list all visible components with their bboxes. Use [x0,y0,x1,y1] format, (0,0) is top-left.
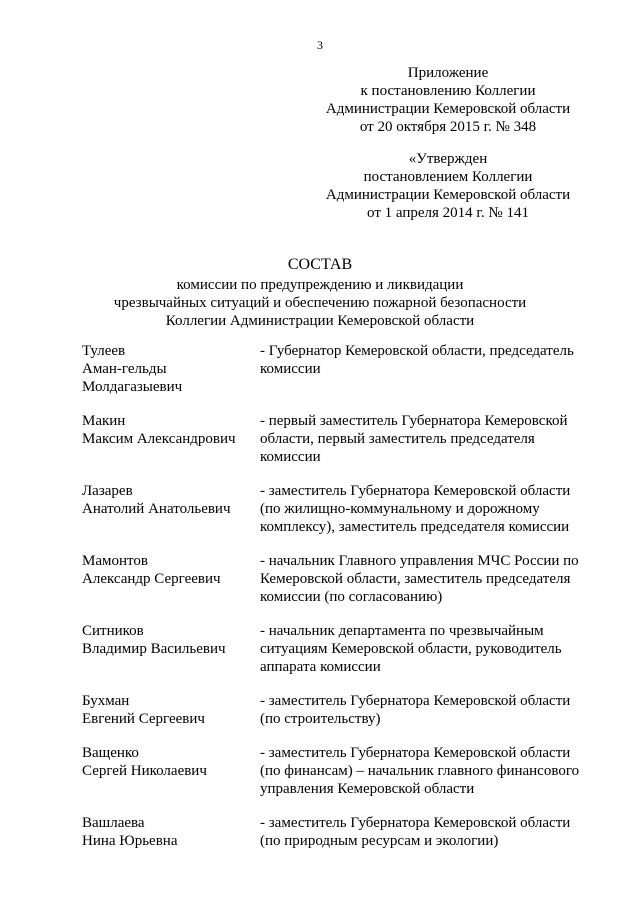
member-row [82,692,602,728]
member-role-line: (по жилищно-коммунальному и дорожному [260,501,540,517]
member-role-line: комиссии [260,449,321,465]
member-name [82,412,260,466]
member-row [82,552,602,606]
member-name-line: Александр Сергеевич [82,571,221,587]
appendix-line: к постановлению Коллегии [360,83,536,99]
member-name-line: Максим Александрович [82,431,236,447]
member-role-line: - Губернатор Кемеровской области, председатель [260,343,574,359]
approved-block [308,150,588,222]
member-name-line: Аман-гельды [82,361,167,377]
members-list [82,342,602,866]
member-name-line: Лазарев [82,483,133,499]
appendix-block [308,64,588,136]
member-name-line: Ситников [82,623,144,639]
member-name-line: Нина Юрьевна [82,833,178,849]
member-role [260,482,590,536]
member-role [260,342,590,396]
member-row [82,744,602,798]
member-role-line: аппарата комиссии [260,659,381,675]
member-name-line: Мамонтов [82,553,148,569]
member-role-line: - заместитель Губернатора Кемеровской области [260,745,571,761]
document-heading [0,256,640,330]
member-row [82,482,602,536]
member-role-line: ситуациям Кемеровской области, руководитель [260,641,562,657]
member-name [82,744,260,798]
member-name [82,814,260,850]
member-role-line: - начальник департамента по чрезвычайным [260,623,544,639]
appendix-line: от 20 октября 2015 г. № 348 [359,119,537,135]
member-name-line: Владимир Васильевич [82,641,226,657]
member-role-line: - начальник Главного управления МЧС России по [260,553,579,569]
member-row [82,814,602,850]
member-role [260,412,590,466]
member-role-line: комплексу), заместитель председателя комиссии [260,519,570,535]
member-role [260,552,590,606]
approved-line: «Утвержден [408,151,488,167]
member-role-line: - заместитель Губернатора Кемеровской области [260,815,571,831]
member-name [82,622,260,676]
member-role [260,814,590,850]
member-role-line: комиссии [260,361,321,377]
member-role-line: - заместитель Губернатора Кемеровской области [260,693,571,709]
member-name [82,552,260,606]
member-name-line: Вашлаева [82,815,145,831]
member-role-line: - заместитель Губернатора Кемеровской области [260,483,571,499]
member-name [82,482,260,536]
member-role [260,622,590,676]
approved-line: от 1 апреля 2014 г. № 141 [367,205,529,221]
member-name-line: Сергей Николаевич [82,763,207,779]
member-role-line: области, первый заместитель председателя [260,431,535,447]
heading-title: СОСТАВ [287,256,353,273]
member-name-line: Тулеев [82,343,126,359]
member-role-line: (по природным ресурсам и экологии) [260,833,499,849]
appendix-line: Приложение [407,65,489,81]
member-row [82,622,602,676]
member-role-line: Кемеровской области, заместитель председателя [260,571,571,587]
member-role-line: (по строительству) [260,711,381,727]
member-row [82,342,602,396]
member-role-line: - первый заместитель Губернатора Кемеровской [260,413,568,429]
member-role-line: управления Кемеровской области [260,781,475,797]
heading-line: Коллегии Администрации Кемеровской области [165,313,475,329]
member-name [82,692,260,728]
member-role [260,744,590,798]
heading-line: чрезвычайных ситуаций и обеспечению пожарной безопасности [113,295,527,311]
member-name-line: Молдагазыевич [82,379,183,395]
member-name-line: Бухман [82,693,130,709]
approved-line: постановлением Коллегии [363,169,533,185]
member-row [82,412,602,466]
member-name-line: Ващенко [82,745,139,761]
heading-line: комиссии по предупреждению и ликвидации [176,277,464,293]
member-name-line: Макин [82,413,126,429]
member-role-line: комиссии (по согласованию) [260,589,443,605]
member-name-line: Евгений Сергеевич [82,711,205,727]
member-role-line: (по финансам) – начальник главного финансового [260,763,580,779]
page-number: 3 [317,38,323,52]
member-name-line: Анатолий Анатольевич [82,501,231,517]
member-role [260,692,590,728]
approved-line: Администрации Кемеровской области [325,187,571,203]
appendix-line: Администрации Кемеровской области [325,101,571,117]
member-name [82,342,260,396]
